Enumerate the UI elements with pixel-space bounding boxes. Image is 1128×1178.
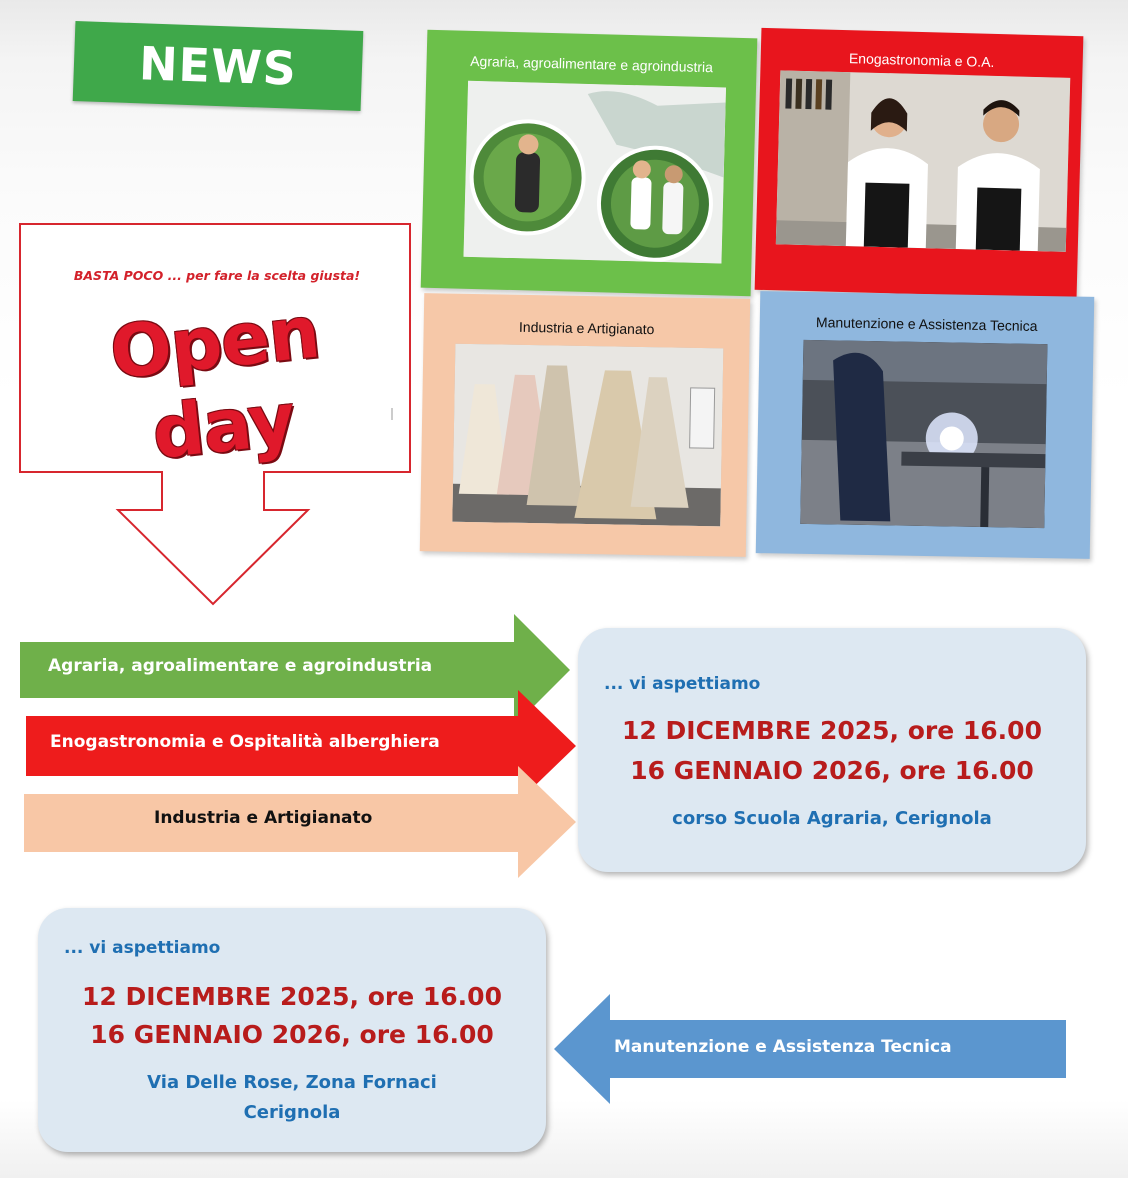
card-enogastronomia[interactable] — [755, 28, 1084, 298]
card-industria[interactable] — [420, 293, 750, 557]
card-manutenzione-title: Manutenzione e Assistenza Tecnica — [815, 314, 1038, 334]
card-agraria-title: Agraria, agroalimentare e agroindustria — [470, 52, 714, 76]
box-manutenzione-place-line1: Via Delle Rose, Zona Fornaci — [147, 1072, 437, 1093]
arrow-industria-label: Industria e Artigianato — [154, 808, 373, 828]
box-agraria-date2: 16 GENNAIO 2026, ore 16.00 — [630, 756, 1034, 785]
arrow-manutenzione-label: Manutenzione e Assistenza Tecnica — [614, 1037, 952, 1057]
news-label: NEWS — [138, 36, 298, 96]
box-agraria-place: corso Scuola Agraria, Cerignola — [672, 808, 992, 829]
enogastronomia-photo — [776, 70, 1070, 252]
box-manutenzione-wait: ... vi aspettiamo — [64, 938, 221, 958]
box-agraria-date1: 12 DICEMBRE 2025, ore 16.00 — [622, 716, 1042, 745]
card-agraria[interactable] — [421, 30, 758, 297]
openday-title: Open day — [106, 289, 323, 475]
card-manutenzione[interactable] — [756, 291, 1095, 559]
card-enogastronomia-title: Enogastronomia e O.A. — [848, 50, 995, 70]
box-manutenzione-date1: 12 DICEMBRE 2025, ore 16.00 — [82, 982, 502, 1011]
box-manutenzione-date2: 16 GENNAIO 2026, ore 16.00 — [90, 1020, 494, 1049]
card-industria-title: Industria e Artigianato — [518, 318, 655, 338]
box-manutenzione-place-line2: Cerignola — [243, 1102, 341, 1123]
news-badge — [73, 21, 364, 111]
openday-tagline: BASTA POCO ... per fare la scelta giusta! — [73, 268, 361, 283]
industria-photo — [452, 344, 723, 527]
agraria-photo — [464, 81, 727, 264]
info-box-agraria — [578, 628, 1086, 872]
arrow-agraria-label: Agraria, agroalimentare e agroindustria — [48, 656, 433, 676]
manutenzione-photo — [800, 340, 1047, 528]
arrow-enogastronomia-label: Enogastronomia e Ospitalità alberghiera — [50, 732, 440, 752]
box-agraria-wait: ... vi aspettiamo — [604, 674, 761, 694]
